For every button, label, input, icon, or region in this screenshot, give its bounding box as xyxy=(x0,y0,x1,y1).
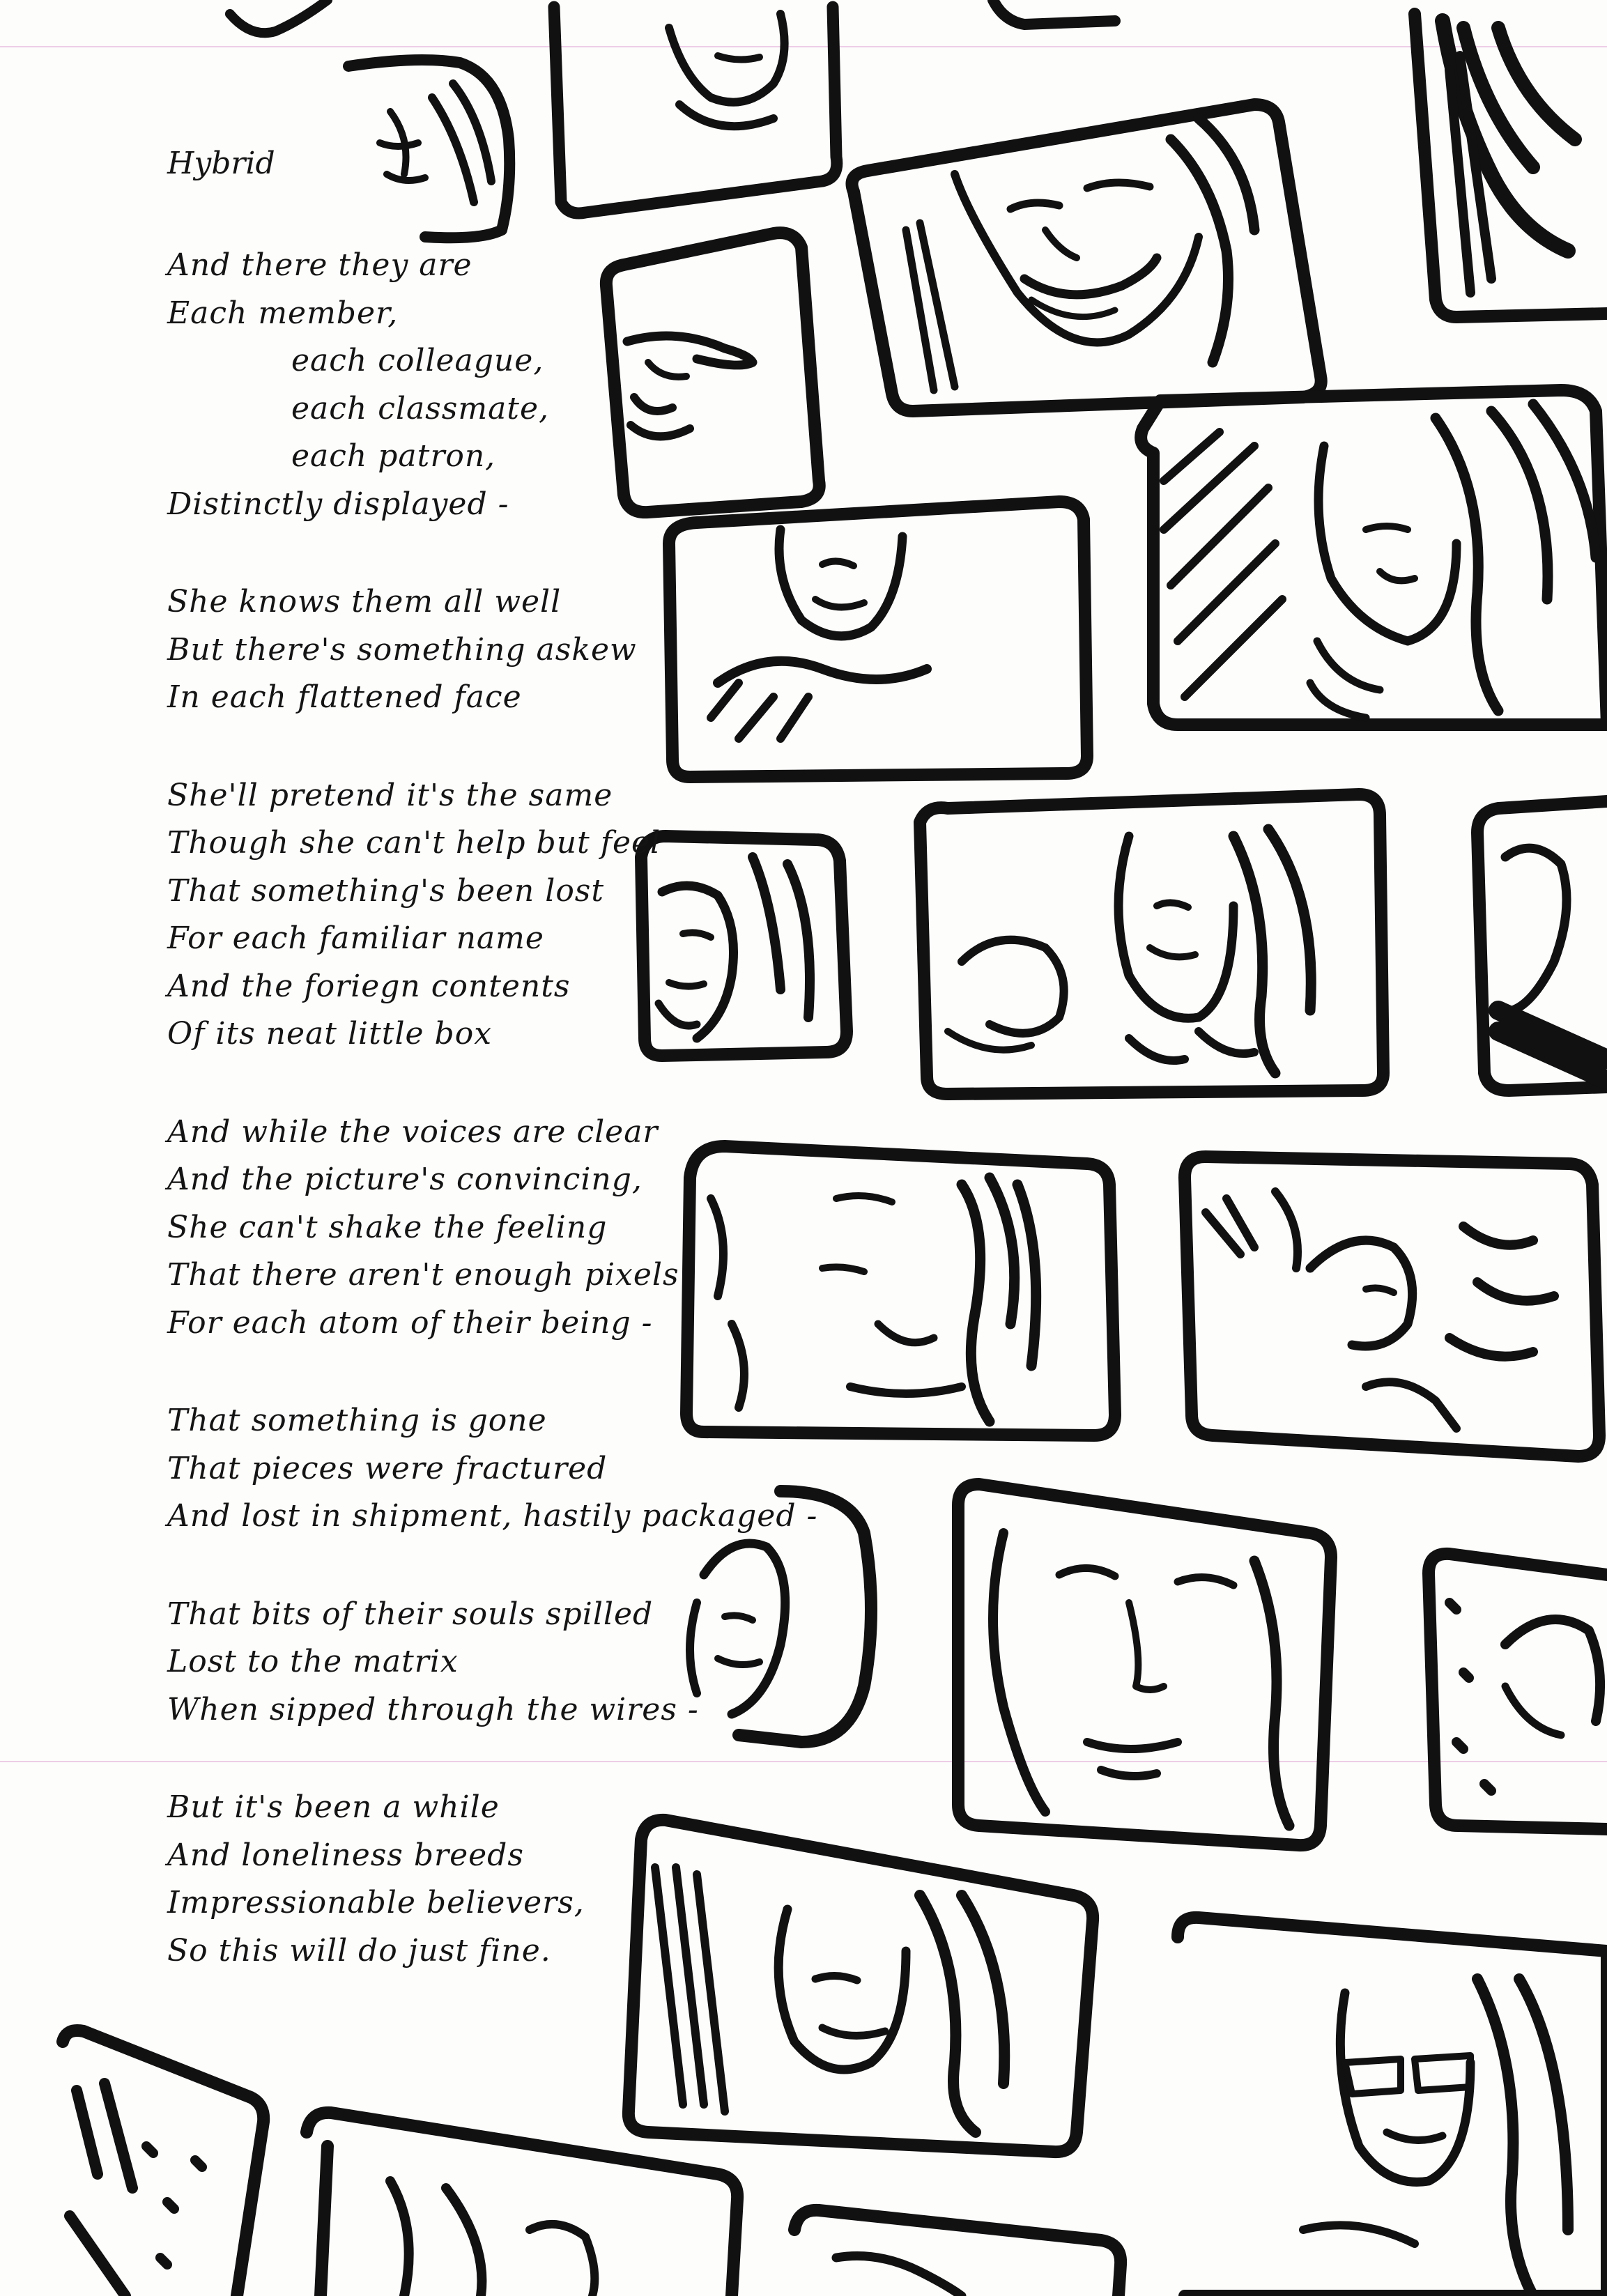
face-tile-bottom-left xyxy=(63,2031,263,2296)
face-tile-woman-glasses xyxy=(1178,1918,1607,2296)
poem-line: She'll pretend it's the same xyxy=(167,777,613,813)
poem-line: That pieces were fractured xyxy=(167,1450,608,1486)
face-tile-smiling-man xyxy=(852,105,1321,411)
poem-line: She can't shake the feeling xyxy=(167,1209,608,1245)
face-tile-top-small xyxy=(993,0,1115,24)
poem-line: each patron, xyxy=(291,438,496,474)
poem-line: each colleague, xyxy=(291,343,544,378)
face-tile-woman-hair xyxy=(1141,390,1607,725)
face-tile-two-people-sketch xyxy=(1185,1157,1599,1456)
poem-line: And lost in shipment, hastily packaged - xyxy=(167,1498,818,1534)
poem-line: each classmate, xyxy=(291,390,550,426)
poem-line: Though she can't help but feel xyxy=(167,825,661,861)
poem-line: When sipped through the wires - xyxy=(167,1691,699,1727)
poem-stanza-4 xyxy=(167,1109,794,1348)
poem-line: Lost to the matrix xyxy=(167,1644,459,1679)
poem-line: Each member, xyxy=(167,295,399,331)
poem-stanza-5 xyxy=(167,1397,818,1541)
poem-line: For each atom of their being - xyxy=(167,1304,653,1341)
poem-line: That bits of their souls spilled xyxy=(167,1596,654,1632)
poem-stanza-7 xyxy=(167,1784,794,1975)
poem-line: But it's been a while xyxy=(167,1789,500,1825)
poem-line: For each familiar name xyxy=(167,920,544,956)
poem-line: Impressionable believers, xyxy=(167,1885,585,1920)
poem-line: And while the voices are clear xyxy=(167,1114,659,1150)
poem xyxy=(167,143,818,2025)
face-tile-couple xyxy=(920,794,1383,1094)
face-tile-right-dotted xyxy=(1429,1554,1607,1829)
poem-line: And the foriegn contents xyxy=(167,968,571,1004)
poem-line: She knows them all well xyxy=(167,584,562,619)
poem-line: And the picture's convincing, xyxy=(167,1162,643,1197)
face-tile-right-edge xyxy=(1477,801,1607,1091)
poem-stanza-1 xyxy=(167,242,794,528)
poem-title: Hybrid xyxy=(167,146,275,181)
poem-line: That something's been lost xyxy=(167,872,605,909)
poem-line: In each flattened face xyxy=(167,679,522,715)
poem-line: That there aren't enough pixels xyxy=(167,1257,679,1293)
poem-line: That something is gone xyxy=(167,1403,547,1438)
poem-line: Distinctly displayed - xyxy=(167,486,509,522)
poem-line: And loneliness breeds xyxy=(167,1837,524,1873)
face-tile-woman-center xyxy=(958,1484,1331,1845)
poem-line: But there's something askew xyxy=(167,631,637,668)
check-stroke-drawing xyxy=(230,0,328,33)
poem-line: And there they are xyxy=(167,247,472,283)
poem-stanza-3 xyxy=(167,772,794,1058)
poem-stanza-2 xyxy=(167,578,794,722)
poem-stanza-6 xyxy=(167,1591,794,1734)
face-tile-bottom-right xyxy=(794,2210,1121,2296)
face-tile-bottom-center xyxy=(307,2113,737,2296)
poem-line: So this will do just fine. xyxy=(167,1932,551,1968)
face-tile-top-right-dark xyxy=(1415,14,1607,317)
poem-line: Of its neat little box xyxy=(167,1016,493,1051)
